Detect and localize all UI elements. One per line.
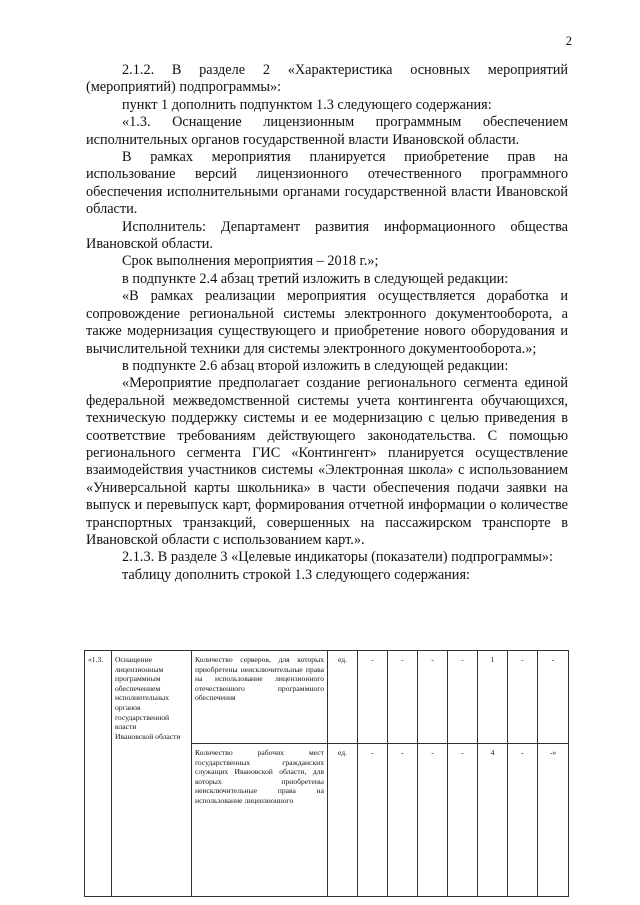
paragraph-contingent-text: «Мероприятие предполагает создание регионального сегмента единой федеральной межведомственной системы учета контингента обучающихся, техническую поддержку системы и ее модернизацию с целью приведения в соответствие требованиям действующего законодательства. С помощью регионального сегмента ГИС «Контингент» планируется осуществление взаимодействия участников системы «Электронная школа» с использованием «Универсальной карты школьника» в части обеспечения подачи заявки на выпуск и перевыпуск карт, формирования отчетной информации о количестве транспортных транзакций, совершенных на пассажирском транспорте в Ивановской области с использованием карт.». xyxy=(86,375,568,548)
value-cell: - xyxy=(358,651,388,744)
unit-cell: ед. xyxy=(328,744,358,897)
measure-name-cell xyxy=(112,651,192,897)
table-row xyxy=(85,651,569,744)
indicator-description-cell: Количество рабочих мест государственных гражданских служащих Ивановской области, для которых приобретены неисключительные права на использование лицензионного xyxy=(192,744,328,897)
value-cell: - xyxy=(508,744,538,897)
measure-name-line-1: Оснащение лицензионным программным обеспечением исполнительных органов государственной власти xyxy=(115,655,170,732)
paragraph-deadline: Срок выполнения мероприятия – 2018 г.»; xyxy=(122,253,379,270)
paragraph-point-1: пункт 1 дополнить подпунктом 1.3 следующего содержания: xyxy=(122,96,492,113)
unit-cell: ед. xyxy=(328,651,358,744)
measure-name-line-2: Ивановской области xyxy=(115,731,181,741)
value-cell: - xyxy=(418,651,448,744)
paragraph-section-2-1-2: 2.1.2. В разделе 2 «Характеристика основных мероприятий (мероприятий) подпрограммы»: xyxy=(86,62,568,96)
value-cell: - xyxy=(388,651,418,744)
value-cell: - xyxy=(508,651,538,744)
document-body xyxy=(86,62,568,584)
value-cell: - xyxy=(388,744,418,897)
paragraph-measure-description: В рамках мероприятия планируется приобретение прав на использование версий лицензионного отечественного программного обеспечения исполнительными органами государственной власти Ивановской области. xyxy=(86,149,568,218)
value-cell: 4 xyxy=(478,744,508,897)
paragraph-subpoint-2-6: в подпункте 2.6 абзац второй изложить в следующей редакции: xyxy=(122,357,509,374)
value-cell: - xyxy=(358,744,388,897)
paragraph-subpoint-1-3: «1.3. Оснащение лицензионным программным обеспечением исполнительных органов государственной власти Ивановской области. xyxy=(86,114,568,148)
value-cell: - xyxy=(418,744,448,897)
paragraph-subpoint-2-4: в подпункте 2.4 абзац третий изложить в следующей редакции: xyxy=(122,270,509,287)
row-code-cell: «1.3. xyxy=(85,651,112,897)
page-number: 2 xyxy=(565,34,572,48)
paragraph-table-intro: таблицу дополнить строкой 1.3 следующего содержания: xyxy=(122,566,471,583)
value-cell: - xyxy=(538,651,569,744)
value-cell: 1 xyxy=(478,651,508,744)
paragraph-edo-text: «В рамках реализации мероприятия осуществляется доработка и сопровождение региональной системы электронного документооборота, а также модернизация существующего и приобретение нового оборудования и вычислительной техники для системы электронного документооборота.»; xyxy=(86,288,568,357)
value-cell: -» xyxy=(538,744,569,897)
indicator-description-cell: Количество серверов, для которых приобретены неисключительные права на использование лицензионного отечественного программного обеспечения xyxy=(192,651,328,744)
indicators-table xyxy=(84,650,569,897)
paragraph-executor: Исполнитель: Департамент развития информационного общества Ивановской области. xyxy=(86,218,568,253)
paragraph-section-2-1-3: 2.1.3. В разделе 3 «Целевые индикаторы (показатели) подпрограммы»: xyxy=(122,549,553,566)
value-cell: - xyxy=(448,651,478,744)
value-cell: - xyxy=(448,744,478,897)
